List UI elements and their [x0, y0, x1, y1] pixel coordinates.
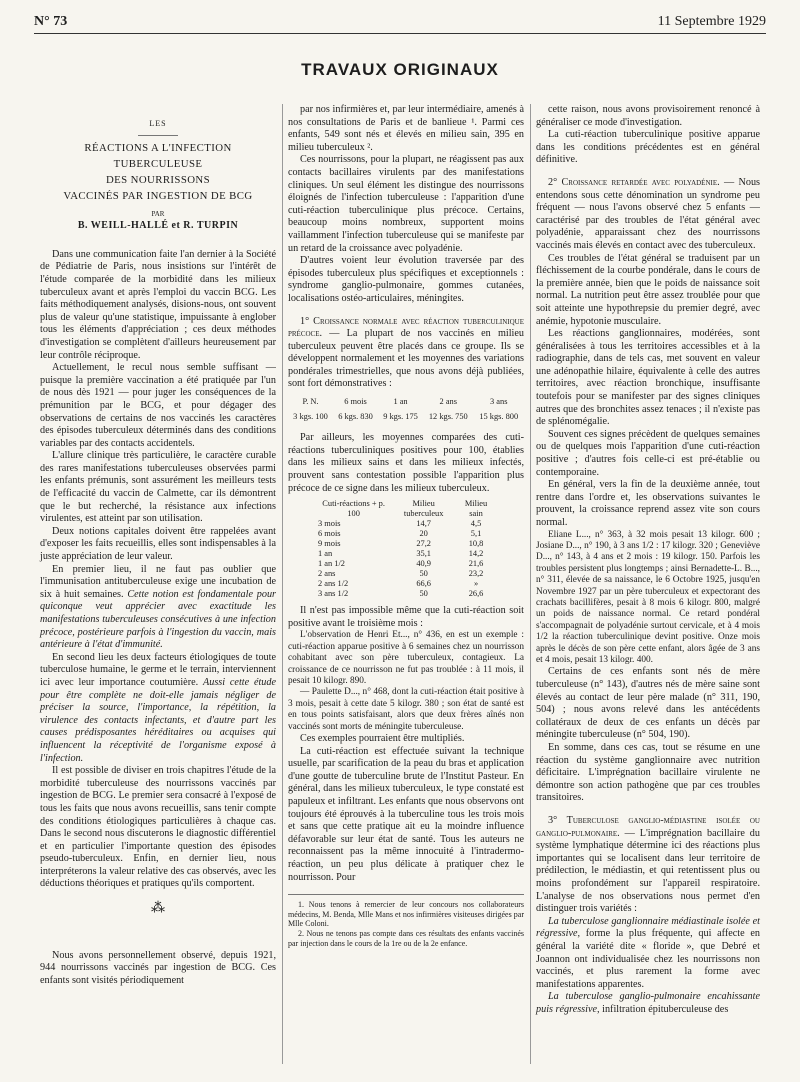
table-cell: 26,6: [468, 589, 484, 599]
title-line: DES NOURRISSONS: [105, 173, 211, 186]
paragraph: Eliane L..., n° 363, à 32 mois pesait 13 kilogr. 600 ; Josiane D..., n° 190, à 3 ans 1/2 : 17 kilogr. 320 ; Geneviève D..., n° 143, à 4 ans et 2 mois : 19 kilogr. 150. Parfois les troubles persistent plus longtemps ; ainsi Bernadette-L. B..., n° 311, élevée de sa naissance, le 6 Octobre 1925, jusqu'en Novembre 1927 par un père tuberculeux et expectorant des crachats bacillifères, pesait à 8 mois 6 kilogr. 800, malgré un poids de naissance normal. Ce retard pondéral s'accompagnait de polyadénie surtout cervicale, et à 4 mois 1/2 la réaction tuberculinique devint positive. Onze mois après le décès de son père cette enfant, alors âgée de 3 ans et 4 mois, pesait 13 kilogr. 400.: [536, 529, 760, 666]
title-rule: [138, 135, 178, 136]
paragraph: [40, 652, 276, 765]
title-line: VACCINÉS PAR INGESTION DE BCG: [63, 189, 253, 202]
weight-table: [288, 395, 524, 424]
table-cell: 1 an 1/2: [318, 559, 345, 569]
table-cell: 21,6: [468, 559, 484, 569]
table-cell: 3 mois: [318, 519, 341, 529]
table-cell: 50: [419, 589, 428, 599]
table-cell: 50: [419, 569, 428, 579]
table-cell: 40,9: [416, 559, 431, 569]
table-cell: 6 mois: [318, 529, 341, 539]
text: forme la plus fréquente, qui affecte en général la variété dite « floride », que Debré et Joannon ont individualisée chez les nourrissons non vaccinés, et plus rarement la forme avec manifestations apparentes.: [536, 928, 760, 990]
paragraph: En général, vers la fin de la deuxième année, tout rentre dans l'ordre et, les observations suivantes le prouvent, la croissance reprend assez vite son cours normal.: [536, 479, 760, 528]
paragraph: [40, 564, 276, 652]
table-cell: 3 kgs. 100: [293, 411, 328, 421]
subheading: 2° Croissance retardée avec polyadénie.: [548, 176, 720, 188]
table-cell: 3 ans 1/2: [318, 589, 349, 599]
text: En premier lieu, il ne faut pas oublier que l'immunisation antituberculeuse exige une incubation de six à huit semaines.: [40, 563, 276, 600]
text: infiltration épituberculeuse des: [602, 1003, 729, 1015]
paragraph: L'observation de Henri Et..., n° 436, en est un exemple : cuti-réaction apparue positive à 6 semaines chez un nourrisson cohabitant avec son père tuberculeux, contagieux. La croissance de ce nourrisson ne fut pas troublée : à 11 mois, il pesait 10 kilogr. 890.: [288, 630, 524, 687]
table-cell: 2 ans: [318, 569, 336, 579]
footnotes: [288, 894, 524, 948]
paragraph: — Paulette D..., n° 468, dont la cuti-réaction était positive à 3 mois, pesait à cette date 5 kilogr. 380 ; son état de santé est en tous points satisfaisant, alors que deux frères aînés non vaccinés sont morts de méningite tuberculeuse.: [288, 687, 524, 732]
table-cell: 1 an: [318, 549, 333, 559]
table-row: [316, 589, 496, 599]
paragraph: Actuellement, le recul nous semble suffisant — puisque la première vaccination a été pratiquée par l'un de nous dès 1921 — pour juger les conséquences de la prémunition par le BCG, et pour dégager des observations de certains de nos vaccinés les caractères des épisodes tuberculeux déterminés dans des conditions variables par des contacts accidentels.: [40, 362, 276, 449]
column-3: [536, 104, 760, 1017]
title-line: RÉACTIONS A L'INFECTION TUBERCULEUSE: [84, 141, 232, 170]
section-stars: ⁂: [151, 901, 165, 917]
paragraph: En somme, dans ces cas, tout se résume en une réaction du système ganglionnaire avec nutrition déficitaire. L'imprégnation bacillaire virulente ne démontre son action pathogène que par ces troubles transitoires.: [536, 742, 760, 804]
text: — La plupart de nos vaccinés en milieu tuberculeux peuvent être placés dans ce groupe. Ils se développent normalement et les moyennes des variations pondérales trimestrielles, que nous avons déjà publiées, sont fort démonstratives :: [288, 328, 525, 390]
paragraph: Il n'est pas impossible même que la cuti-réaction soit positive avant le troisième mois :: [288, 605, 524, 629]
column-divider: [530, 104, 531, 1064]
paragraph: Nous avons personnellement observé, depuis 1921, 944 nourrissons vaccinés par ingestion de BCG. Ces enfants sont visités périodiquement: [40, 949, 276, 986]
table-row: [316, 559, 496, 569]
table-header: 2 ans: [439, 397, 457, 407]
table-cell: 9 kgs. 175: [383, 411, 418, 421]
italic-text: La tuberculose ganglionnaire médiastinale isolée et régressive,: [536, 915, 760, 940]
paragraph: Ces troubles de l'état général se traduisent par un fléchissement de la courbe pondérale, dans le cours de la première année, bien que le poids de naissance soit normal. La nutrition peut être assez troublée pour que soit atteinte une hypothrepsie du premier degré, avec anémie, hypotonie musculaire.: [536, 252, 760, 327]
paragraph: La cuti-réaction tuberculinique positive apparue dans les conditions précédentes est en général définitive.: [536, 129, 760, 166]
paragraph: La cuti-réaction est effectuée suivant la technique usuelle, par scarification de la peau du bras et application d'une goutte de tuberculine brute de l'Institut Pasteur. En général, dans les milieux tuberculeux, le type constaté est papuleux et infiltrant. Les enfants que nous observons ont toujours été éprouvés à la tuberculine tous les trois mois et sans que cette pratique ait eu la moindre influence défavorable sur leur état de santé. Tous les auteurs ne reconnaissent pas la même innocuité à l'intradermo-réaction, un peu plus délicate à pratiquer chez le nourrisson. Pour: [288, 745, 524, 883]
paragraph: [536, 991, 760, 1016]
page-header: [34, 4, 766, 34]
table-cell: 4,5: [470, 519, 482, 529]
table-cell: 23,2: [468, 569, 484, 579]
italic-text: Aussi cette étude pour être complète ne doit-elle jamais négliger de préciser la source, l'importance, la répétition, la virulence des contacts infectants, et d'autre part les causes prédisposantes héréditaires ou acquises qui influencent la réceptivité de l'organisme exposé à l'infection.: [40, 676, 277, 764]
paragraph: par nos infirmières et, par leur intermédiaire, amenés à nos consultations de Paris et de banlieue ¹. Parmi ces enfants, 549 sont nés et élevés en milieu sain, 395 en milieu tuberculeux ².: [288, 104, 524, 153]
paragraph: [536, 916, 760, 992]
issue-date: 11 Septembre 1929: [657, 14, 766, 29]
table-row: [316, 529, 496, 539]
paragraph: [288, 316, 524, 392]
table-row: [316, 569, 496, 579]
column-divider: [282, 104, 283, 1064]
table-cell: 66,6: [416, 579, 431, 589]
table-header: 6 mois: [344, 397, 367, 407]
paragraph: [536, 815, 760, 916]
table-cell: 10,8: [468, 539, 484, 549]
paragraph: Ces nourrissons, pour la plupart, ne réagissent pas aux contacts bacillaires virulents par des manifestations cliniques. Un seul élément les distingue des nourrissons éloignés de l'infection tuberculeuse : l'apparition d'une cuti-réaction tuberculinique plus précoce. Certains, beaucoup moins nombreux, supportent moins vaillamment l'infection tuberculeuse qui se manifeste par un retard de la croissance avec polyadénie.: [288, 154, 524, 254]
paragraph: Par ailleurs, les moyennes comparées des cuti-réactions tuberculiniques positives pour 100, établies dans les milieux sains et dans les milieux infectés, prouvent sans contestation possible l'apparition plus précoce de ce signe dans les milieux tuberculeux.: [288, 432, 524, 494]
table-row: [316, 549, 496, 559]
subheading: 1° Croissance normale avec réaction tuberculinique précoce.: [288, 315, 524, 340]
footnote: 2. Nous ne tenons pas compte dans ces résultats des enfants vaccinés par injection dans le cours de la 1re ou de la 2e enfance.: [288, 928, 524, 948]
paragraph: Il est possible de diviser en trois chapitres l'étude de la morbidité tuberculeuse des nourrissons vaccinés par ingestion de BCG. Le premier sera consacré à l'exposé de tous les faits que nous avons recueillis, sans tenir compte des conditions étiologiques particulières à chaque cas. Dans le second nous discuterons le diagnostic différentiel et en particulier l'importante question des épisodes pseudo-tuberculeux. Enfin, en dernier lieu, nous interpréterons la valeur relative des cas observés, avec les déductions théoriques et pratiques qu'ils comportent.: [40, 765, 276, 890]
text: — Nous entendons sous cette dénomination un syndrome peu fréquent — nous l'avons observé chez 5 enfants — caractérisé par des troubles de l'état général avec polyadénie, apparaissant chez des nourrissons vaccinés mais élevés en contact avec des tuberculeux.: [536, 176, 761, 251]
table-cell: 5,1: [470, 529, 482, 539]
table-cell: 20: [419, 529, 428, 539]
table-row: [316, 579, 496, 589]
subheading: 3° Tuberculose ganglio-médiastine isolée ou ganglio-pulmonaire.: [536, 815, 760, 839]
table-cell: 14,7: [416, 519, 431, 529]
table-header: 1 an: [393, 397, 408, 407]
section-title: TRAVAUX ORIGINAUX: [301, 60, 499, 79]
cuti-table: [316, 499, 496, 599]
paragraph: Ces exemples pourraient être multipliés.: [300, 733, 465, 745]
table-header: P. N.: [302, 397, 319, 407]
table-row: [316, 539, 496, 549]
table-header: Milieu tuberculeux: [403, 499, 444, 519]
table-header: 3 ans: [490, 397, 508, 407]
title-les: LES: [149, 119, 167, 128]
table-cell: 9 mois: [318, 539, 341, 549]
footnote: 1. Nous tenons à remercier de leur concours nos collaborateurs médecins, M. Benda, Mlle Mans et nos infirmières visiteuses dirigées par Mlle Coloni.: [288, 900, 524, 929]
title-par: PAR: [151, 209, 165, 218]
table-header: Cuti-réactions + p. 100: [322, 499, 385, 519]
table-cell: 6 kgs. 830: [338, 411, 373, 421]
table-cell: 12 kgs. 750: [428, 411, 468, 421]
table-cell: 27,2: [416, 539, 431, 549]
paragraph: Certains de ces enfants sont nés de mère tuberculeuse (n° 143), d'autres nés de mère saine sont élevés au contact de leur père malade (n° 311, 190, 504) ; nous avons relevé dans les antécédents collatéraux de deux de ces enfants un décès par méningite tuberculeuse (n° 504, 190).: [536, 666, 760, 741]
paragraph: cette raison, nous avons provisoirement renoncé à généraliser ce mode d'investigation.: [536, 104, 760, 128]
paragraph: Souvent ces signes précèdent de quelques semaines ou de quelques mois l'apparition d'une cuti-réaction positive ; d'autres fois celle-ci est pré-établie ou contemporaine.: [536, 428, 760, 478]
paragraph: [536, 177, 760, 253]
italic-text: Cette notion est fondamentale pour quiconque veut apprécier avec exactitude les manifestations tuberculeuses consécutives à une infection précoce, postérieure parfois à l'ingestion du vaccin, mais antérieure à l'état d'immunité.: [40, 588, 277, 651]
table-cell: 14,2: [468, 549, 484, 559]
paragraph: Dans une communication faite l'an dernier à la Société de Pédiatrie de Paris, nous insistions sur l'intérêt de l'étude comparée de la morbidité dans les milieux tuberculeux avant et après l'emploi du vaccin BCG. Les faits méthodiquement analysés, disions-nous, ont souvent plus de valeur qu'une statistique, impuissante à englober tous les éléments d'appréciation ; ces deux méthodes d'investigation se complètent d'ailleurs heureusement par leur contrôle réciproque.: [40, 248, 276, 361]
column-1: [40, 104, 276, 987]
issue-number: N° 73: [34, 14, 68, 29]
article-authors: B. WEILL-HALLÉ et R. TURPIN: [77, 220, 239, 232]
paragraph: D'autres voient leur évolution traversée par des épisodes tuberculeux plus spécifiques et exceptionnels : syndrome ganglio-pulmonaire, gommes cutanées, localisations ostéo-articulaires, méningites.: [288, 255, 524, 304]
text: En second lieu les deux facteurs étiologiques de toute tuberculose humaine, le germe et le terrain, interviennent ici avec leur importance coutumière.: [40, 651, 276, 688]
italic-text: La tuberculose ganglio-pulmonaire encahissante puis régressive,: [536, 991, 760, 1015]
table-cell: »: [473, 579, 479, 589]
paragraph: Deux notions capitales doivent être rappelées avant d'exposer les faits recueillis, elles sont indispensables à la juste appréciation de leur valeur.: [40, 525, 276, 563]
table-cell: 2 ans 1/2: [318, 579, 349, 589]
table-row: [316, 519, 496, 529]
table-header: Milieu sain: [464, 499, 488, 519]
column-2: [288, 104, 524, 948]
paragraph: L'allure clinique très particulière, le caractère curable des rares manifestations tuberculeuses observées parmi les enfants prémunis, sont assurément les meilleurs tests de l'efficacité du vaccin de Calmette, car ils démontrent que le but recherché, la résistance aux infections virulentes, est atteint par son utilisation.: [40, 450, 276, 525]
table-cell: 35,1: [416, 549, 431, 559]
article-title-block: [40, 118, 276, 233]
text: — L'imprégnation bacillaire du système lymphatique détermine ici des réactions plus importantes qui se localisent dans leur territoire de prédilection, le médiastin, et qui retentissent plus ou moins profondément sur l'appareil respiratoire. L'analyse de nos observations nous permet d'en distinguer trois variétés :: [536, 827, 760, 915]
table-cell: 15 kgs. 800: [479, 411, 519, 421]
paragraph: Les réactions ganglionnaires, modérées, sont généralisées à tous les territoires accessibles et à la radiographie, dans de tels cas, met souvent en valeur une adénopathie hilaire, équivalente à celle des autres territoires, avec réaction bronchique, insuffisante toutefois pour se manifester par des signes cliniques autres que des bronchites assez tenaces ; il n'existe pas de splénomégalie.: [536, 328, 760, 428]
